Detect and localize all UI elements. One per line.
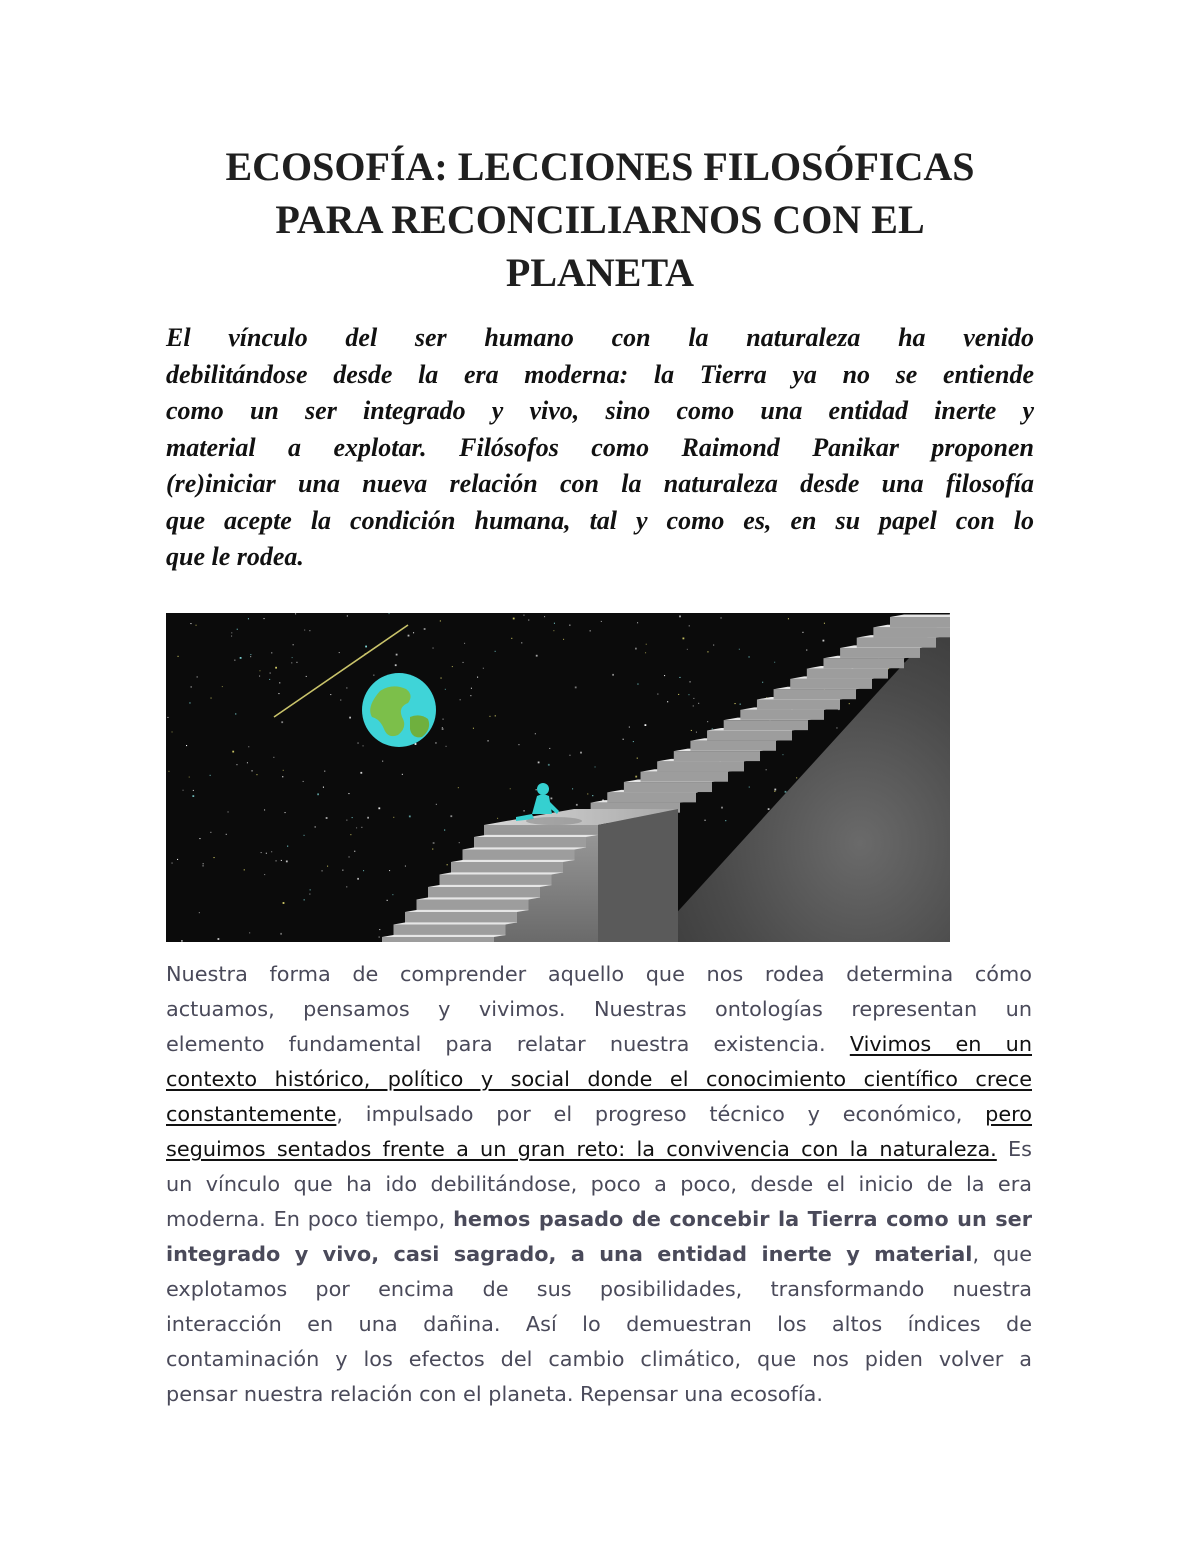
bold-highlight: hemos pasado de concebir la Tierra como un ser xyxy=(453,1207,1032,1231)
lead-line: que le rodea. xyxy=(166,542,304,571)
document-title xyxy=(150,140,1050,299)
body-line xyxy=(166,1097,1032,1132)
underlined-highlight: pero xyxy=(985,1102,1032,1126)
body-line: un vínculo que ha ido debilitándose, poco a poco, desde el inicio de la era xyxy=(166,1172,1032,1196)
body-line: actuamos, pensamos y vivimos. Nuestras ontologías representan un xyxy=(166,997,1032,1021)
underlined-highlight: Vivimos en un xyxy=(849,1032,1032,1056)
body-line: pensar nuestra relación con el planeta. Repensar una ecosofía. xyxy=(166,1382,823,1406)
body-line xyxy=(166,1132,1032,1167)
lead-paragraph xyxy=(166,320,1034,576)
underlined-highlight: contexto histórico, político y social donde el conocimiento científico crece xyxy=(166,1067,1032,1091)
body-line: contaminación y los efectos del cambio climático, que nos piden volver a xyxy=(166,1347,1032,1371)
lead-line: material a explotar. Filósofos como Raimond Panikar proponen xyxy=(166,432,1034,462)
lead-line: como un ser integrado y vivo, sino como una entidad inerte y xyxy=(166,396,1034,425)
underlined-highlight: seguimos sentados frente a un gran reto: la convivencia con la naturaleza. xyxy=(166,1137,997,1161)
body-paragraph xyxy=(166,957,1032,1412)
body-line: Nuestra forma de comprender aquello que nos rodea determina cómo xyxy=(166,962,1032,986)
body-line xyxy=(166,1202,1032,1237)
body-line xyxy=(166,1237,1032,1272)
lead-line: (re)iniciar una nueva relación con la naturaleza desde una filosofía xyxy=(166,469,1034,498)
body-text-run: Es xyxy=(996,1137,1033,1161)
title-line: ECOSOFÍA: LECCIONES FILOSÓFICAS xyxy=(225,144,975,189)
body-line xyxy=(166,1027,1032,1062)
bold-highlight: integrado y vivo, casi sagrado, a una entidad inerte y material xyxy=(166,1242,973,1266)
lead-line: que acepte la condición humana, tal y como es, en su papel con lo xyxy=(166,505,1034,535)
body-text-run: , que xyxy=(972,1242,1033,1266)
lead-line: debilitándose desde la era moderna: la Tierra ya no se entiende xyxy=(166,359,1034,389)
body-text-run: elemento fundamental para relatar nuestra existencia. xyxy=(166,1032,850,1056)
body-text-run: moderna. En poco tiempo, xyxy=(166,1207,454,1231)
body-line: explotamos por encima de sus posibilidades, transformando nuestra xyxy=(166,1277,1032,1301)
body-line xyxy=(166,1062,1032,1097)
title-line: PLANETA xyxy=(505,250,695,295)
title-line: PARA RECONCILIARNOS CON EL xyxy=(275,197,925,242)
earth-globe xyxy=(362,673,436,747)
body-text-run: , impulsado por el progreso técnico y económico, xyxy=(336,1102,986,1126)
lead-line: El vínculo del ser humano con la naturaleza ha venido xyxy=(166,323,1034,352)
body-line: interacción en una dañina. Así lo demuestran los altos índices de xyxy=(166,1312,1032,1336)
stairs-space-illustration xyxy=(166,613,950,942)
underlined-highlight: constantemente xyxy=(166,1102,337,1126)
